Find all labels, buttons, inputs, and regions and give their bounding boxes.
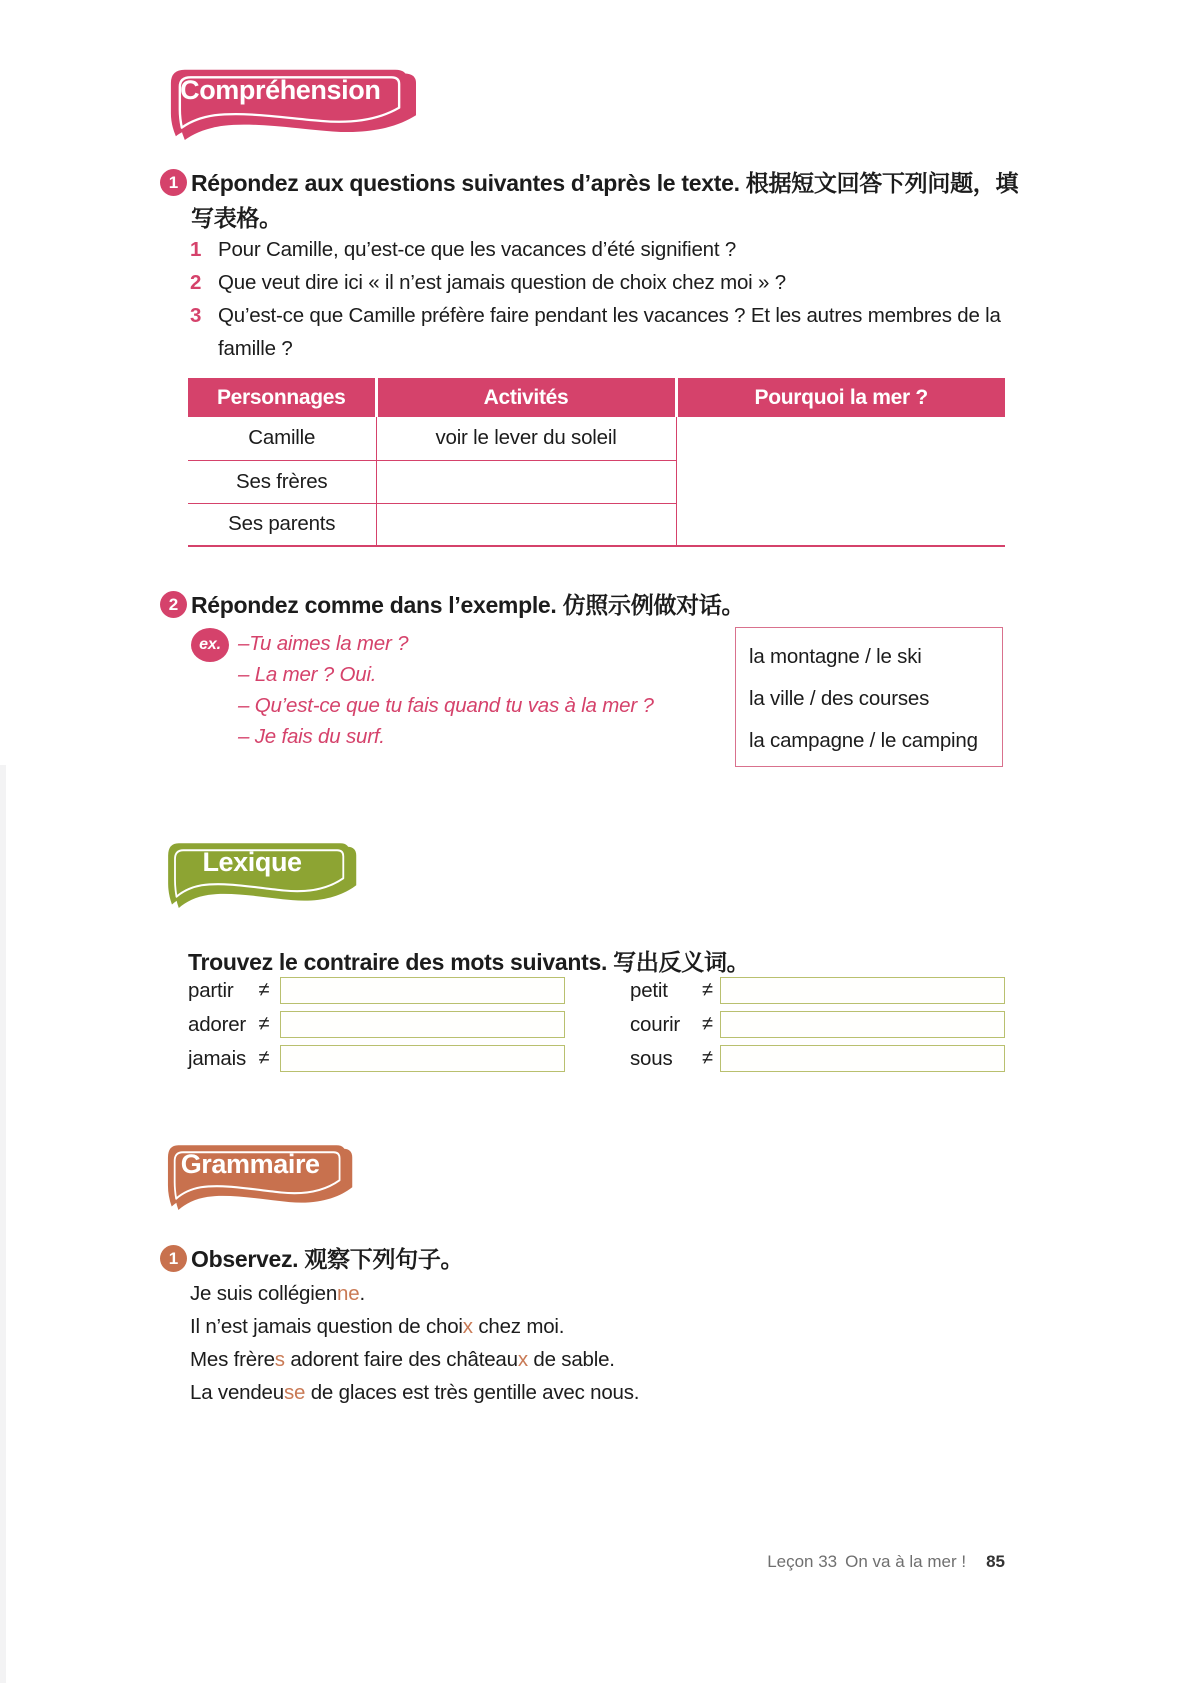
activity-cell: voir le lever du soleil <box>376 417 676 460</box>
comprehension-section-badge <box>159 64 417 140</box>
lexique-instruction-zh: 写出反义词。 <box>613 949 750 975</box>
not-equal-symbol: ≠ <box>702 979 713 1001</box>
dialogue-line: – Qu’est-ce que tu fais quand tu vas à la mer ? <box>238 694 654 717</box>
question-item <box>190 299 1008 365</box>
not-equal-symbol: ≠ <box>702 1047 713 1069</box>
column-header-pourquoi: Pourquoi la mer ? <box>676 378 1005 417</box>
grammaire-section-badge <box>159 1140 353 1210</box>
question-number: 3 <box>190 304 202 327</box>
example-dialogue <box>238 633 718 757</box>
sentence-part: chez moi. <box>472 1315 565 1338</box>
observe-sentences <box>190 1277 890 1409</box>
dialogue-line: – La mer ? Oui. <box>238 663 377 686</box>
lexique-section-badge <box>159 838 357 908</box>
dialogue-line: –Tu aimes la mer ? <box>238 632 409 655</box>
person-cell: Ses frères <box>188 460 376 503</box>
lesson-number: Leçon 33 <box>767 1552 838 1571</box>
exercise-number-badge: 1 <box>160 169 187 196</box>
highlighted-ending: se <box>283 1381 306 1404</box>
exercise2-title <box>191 588 960 623</box>
exercise-number-badge: 1 <box>160 1245 187 1272</box>
section-title: Lexique <box>202 846 302 877</box>
column-header-personnages: Personnages <box>188 378 376 417</box>
sentence <box>190 1376 890 1409</box>
table-header-row <box>188 378 1005 417</box>
hint-item: la ville / des courses <box>749 687 930 710</box>
question-item <box>190 266 1008 299</box>
question-number: 1 <box>190 238 202 261</box>
lesson-title: On va à la mer ! <box>845 1552 967 1571</box>
lexique-instruction <box>188 944 749 977</box>
sentence-part: . <box>359 1282 365 1305</box>
antonym-exercise-grid <box>188 977 1005 1072</box>
sentence-part: de glaces est très gentille avec nous. <box>305 1381 640 1404</box>
not-equal-symbol: ≠ <box>258 1013 270 1035</box>
question-text: Pour Camille, qu’est-ce que les vacances d’été signifient ? <box>218 238 737 261</box>
page-number: 85 <box>986 1552 1005 1571</box>
dialogue-line: – Je fais du surf. <box>238 725 385 748</box>
section-title: Compréhension <box>180 75 381 106</box>
activity-blank-cell[interactable] <box>376 503 676 546</box>
activity-blank-cell[interactable] <box>376 460 676 503</box>
answer-blank-field[interactable] <box>720 1011 1005 1038</box>
answer-blank-field[interactable] <box>280 1011 565 1038</box>
grammaire-exercise1-heading <box>160 1242 860 1277</box>
sentence-part: Je suis collégien <box>190 1282 338 1305</box>
sentence <box>190 1310 890 1343</box>
example-badge: ex. <box>191 628 229 662</box>
exercise2-heading <box>160 588 960 623</box>
word-label: jamais <box>188 1046 247 1070</box>
question-number: 2 <box>190 271 202 294</box>
page-edge-shadow <box>0 765 6 1683</box>
answer-blank-field[interactable] <box>720 977 1005 1004</box>
highlighted-ending: s <box>274 1348 285 1371</box>
exercise1-title <box>191 166 1028 236</box>
highlighted-ending: x <box>462 1315 473 1338</box>
word-label: courir <box>630 1012 681 1036</box>
word-label: sous <box>630 1046 673 1070</box>
sentence <box>190 1277 890 1310</box>
person-cell: Camille <box>188 417 376 460</box>
word-label: partir <box>188 978 234 1002</box>
question-text: Qu’est-ce que Camille préfère faire pendant les vacances ? Et les autres membres de la famille ? <box>218 304 1001 360</box>
exercise2-title-zh: 仿照示例做对话。 <box>562 592 745 618</box>
hint-item: la campagne / le camping <box>749 729 978 752</box>
exercise2-title-fr: Répondez comme dans l’exemple. <box>191 592 557 618</box>
not-equal-symbol: ≠ <box>258 1047 270 1069</box>
highlighted-ending: x <box>517 1348 528 1371</box>
exercise1-title-zh: 根据短文回答下列问题，填写表格。 <box>191 170 1019 231</box>
question-item <box>190 233 1008 266</box>
section-title: Grammaire <box>180 1148 320 1179</box>
column-header-activites: Activités <box>376 378 676 417</box>
sentence-part: La vendeu <box>190 1381 284 1404</box>
exercise1-heading <box>160 166 1028 236</box>
grammaire-exercise1-title <box>191 1242 860 1277</box>
person-cell: Ses parents <box>188 503 376 546</box>
highlighted-ending: ne <box>337 1282 360 1305</box>
exercise1-title-fr: Répondez aux questions suivantes d’après le texte. <box>191 170 740 196</box>
hint-item: la montagne / le ski <box>749 645 922 668</box>
sentence-part: adorent faire des château <box>284 1348 518 1371</box>
sentence-part: de sable. <box>527 1348 615 1371</box>
table-row <box>188 417 1005 460</box>
answer-blank-cell[interactable] <box>676 417 1005 546</box>
sentence <box>190 1343 890 1376</box>
grammaire-title-zh: 观察下列句子。 <box>304 1246 464 1272</box>
not-equal-symbol: ≠ <box>258 979 270 1001</box>
word-label: petit <box>630 978 668 1002</box>
exercise-number-badge: 2 <box>160 591 187 618</box>
page-footer <box>605 1552 1005 1572</box>
answer-blank-field[interactable] <box>720 1045 1005 1072</box>
sentence-part: Mes frère <box>190 1348 275 1371</box>
grammaire-title-fr: Observez. <box>191 1246 299 1272</box>
hint-word-box <box>735 627 1003 767</box>
question-list <box>190 233 1008 365</box>
comprehension-table <box>188 378 1005 547</box>
sentence-part: Il n’est jamais question de choi <box>190 1315 463 1338</box>
not-equal-symbol: ≠ <box>702 1013 713 1035</box>
word-label: adorer <box>188 1012 247 1036</box>
lexique-instruction-fr: Trouvez le contraire des mots suivants. <box>188 949 608 975</box>
answer-blank-field[interactable] <box>280 977 565 1004</box>
question-text: Que veut dire ici « il n’est jamais question de choix chez moi » ? <box>218 271 786 294</box>
answer-blank-field[interactable] <box>280 1045 565 1072</box>
